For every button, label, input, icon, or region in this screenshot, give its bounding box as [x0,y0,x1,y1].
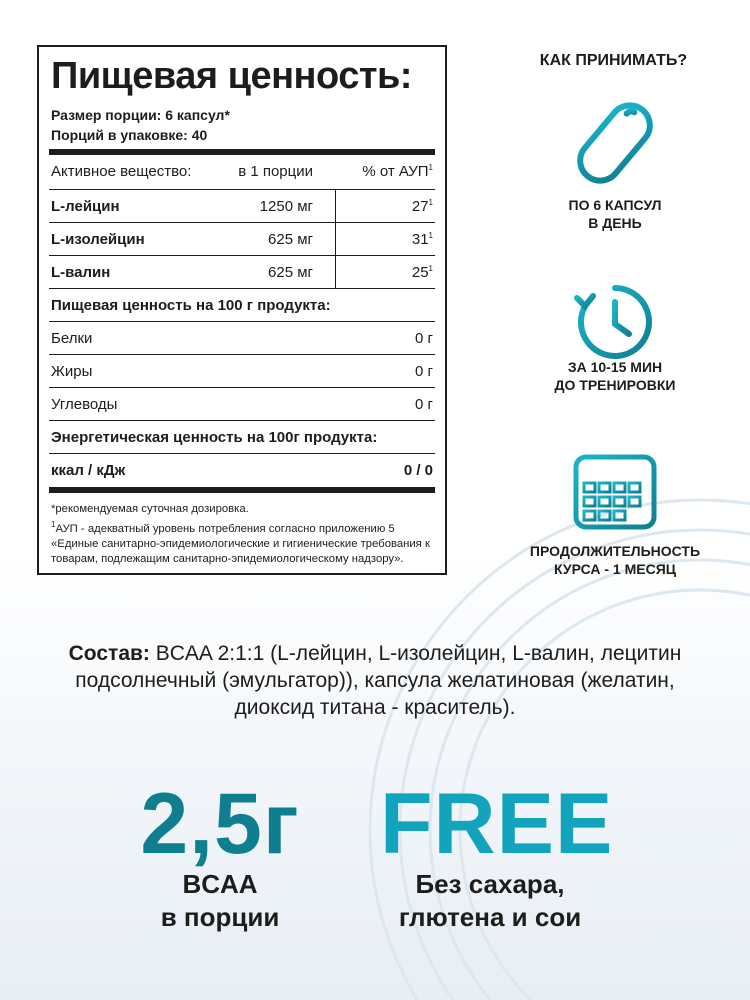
macro-name: Жиры [51,363,93,380]
free-label: FREE [380,776,614,872]
macro-value: 0 г [415,396,433,413]
bcaa-caption: BCAA в порции [160,869,280,932]
clock-icon [573,280,657,364]
header-active: Активное вещество: [51,163,192,180]
composition-body: BCAA 2:1:1 (L-лейцин, L-изолейцин, L-валин, лецитин подсолнечный (эмульгатор)), капсула желатиновая (желатин, диоксид титана - краситель). [75,642,682,719]
servings-per-pack: Порций в упаковке: 40 [51,127,208,143]
serving-info [51,105,230,145]
calendar-icon [572,445,658,531]
composition-text [40,640,710,721]
energy-title-row [49,421,435,454]
active-pct: $25^1$ [411,264,433,281]
active-name: L-изолейцин [51,231,145,248]
energy-name: ккал / кДж [51,462,126,479]
macro-value: 0 г [415,330,433,347]
active-name: L-валин [51,264,111,281]
active-amount: 1250 мг [259,198,313,215]
bcaa-amount: 2,5г [140,776,300,872]
howto-caption-1: ПО 6 КАПСУЛ В ДЕНЬ [568,197,662,231]
table-header-row [49,155,435,190]
serving-size: Размер порции: 6 капсул* [51,107,230,123]
table-row [49,190,435,223]
table-row [49,256,435,289]
footnote-aup: $^1$АУП - адекватный уровень потребления согласно приложению 5 «Единые санитарно-эпидемиологические и гигиенические требования к товарам, подлежащим санитарно-эпидемиологическому надзору». [51,520,430,565]
active-pct: $27^1$ [411,198,433,215]
active-amount: 625 мг [268,231,313,248]
table-row [49,355,435,388]
macro-name: Углеводы [51,396,118,413]
free-caption: Без сахара, глютена и сои [398,869,582,932]
macro-name: Белки [51,330,93,347]
howto-caption-2: ЗА 10-15 МИН ДО ТРЕНИРОВКИ [554,359,676,393]
table-row [49,388,435,421]
per100-title: Пищевая ценность на 100 г продукта: [51,297,331,314]
thick-divider [49,487,435,493]
header-per-serving: в 1 порции [238,163,313,180]
header-pct: % от АУП$^1$ [362,163,433,180]
footnote [51,502,443,567]
capsule-icon [570,98,660,188]
footnote-star: *рекомендуемая суточная дозировка. [51,503,249,515]
active-pct: $31^1$ [411,231,433,248]
macro-value: 0 г [415,363,433,380]
energy-value: 0 / 0 [403,462,433,479]
howto-caption-3: ПРОДОЛЖИТЕЛЬНОСТЬ КУРСА - 1 МЕСЯЦ [529,543,701,577]
table-row [49,454,435,487]
active-name: L-лейцин [51,198,120,215]
panel-title: Пищевая ценность: [51,55,412,97]
table-row [49,322,435,355]
composition-label: Состав: [68,642,150,665]
energy-title: Энергетическая ценность на 100г продукта: [51,429,378,446]
nutrition-panel [37,45,447,575]
howto-title: КАК ПРИНИМАТЬ? [539,52,688,69]
table-row [49,223,435,256]
per100-title-row [49,289,435,322]
active-amount: 625 мг [268,264,313,281]
